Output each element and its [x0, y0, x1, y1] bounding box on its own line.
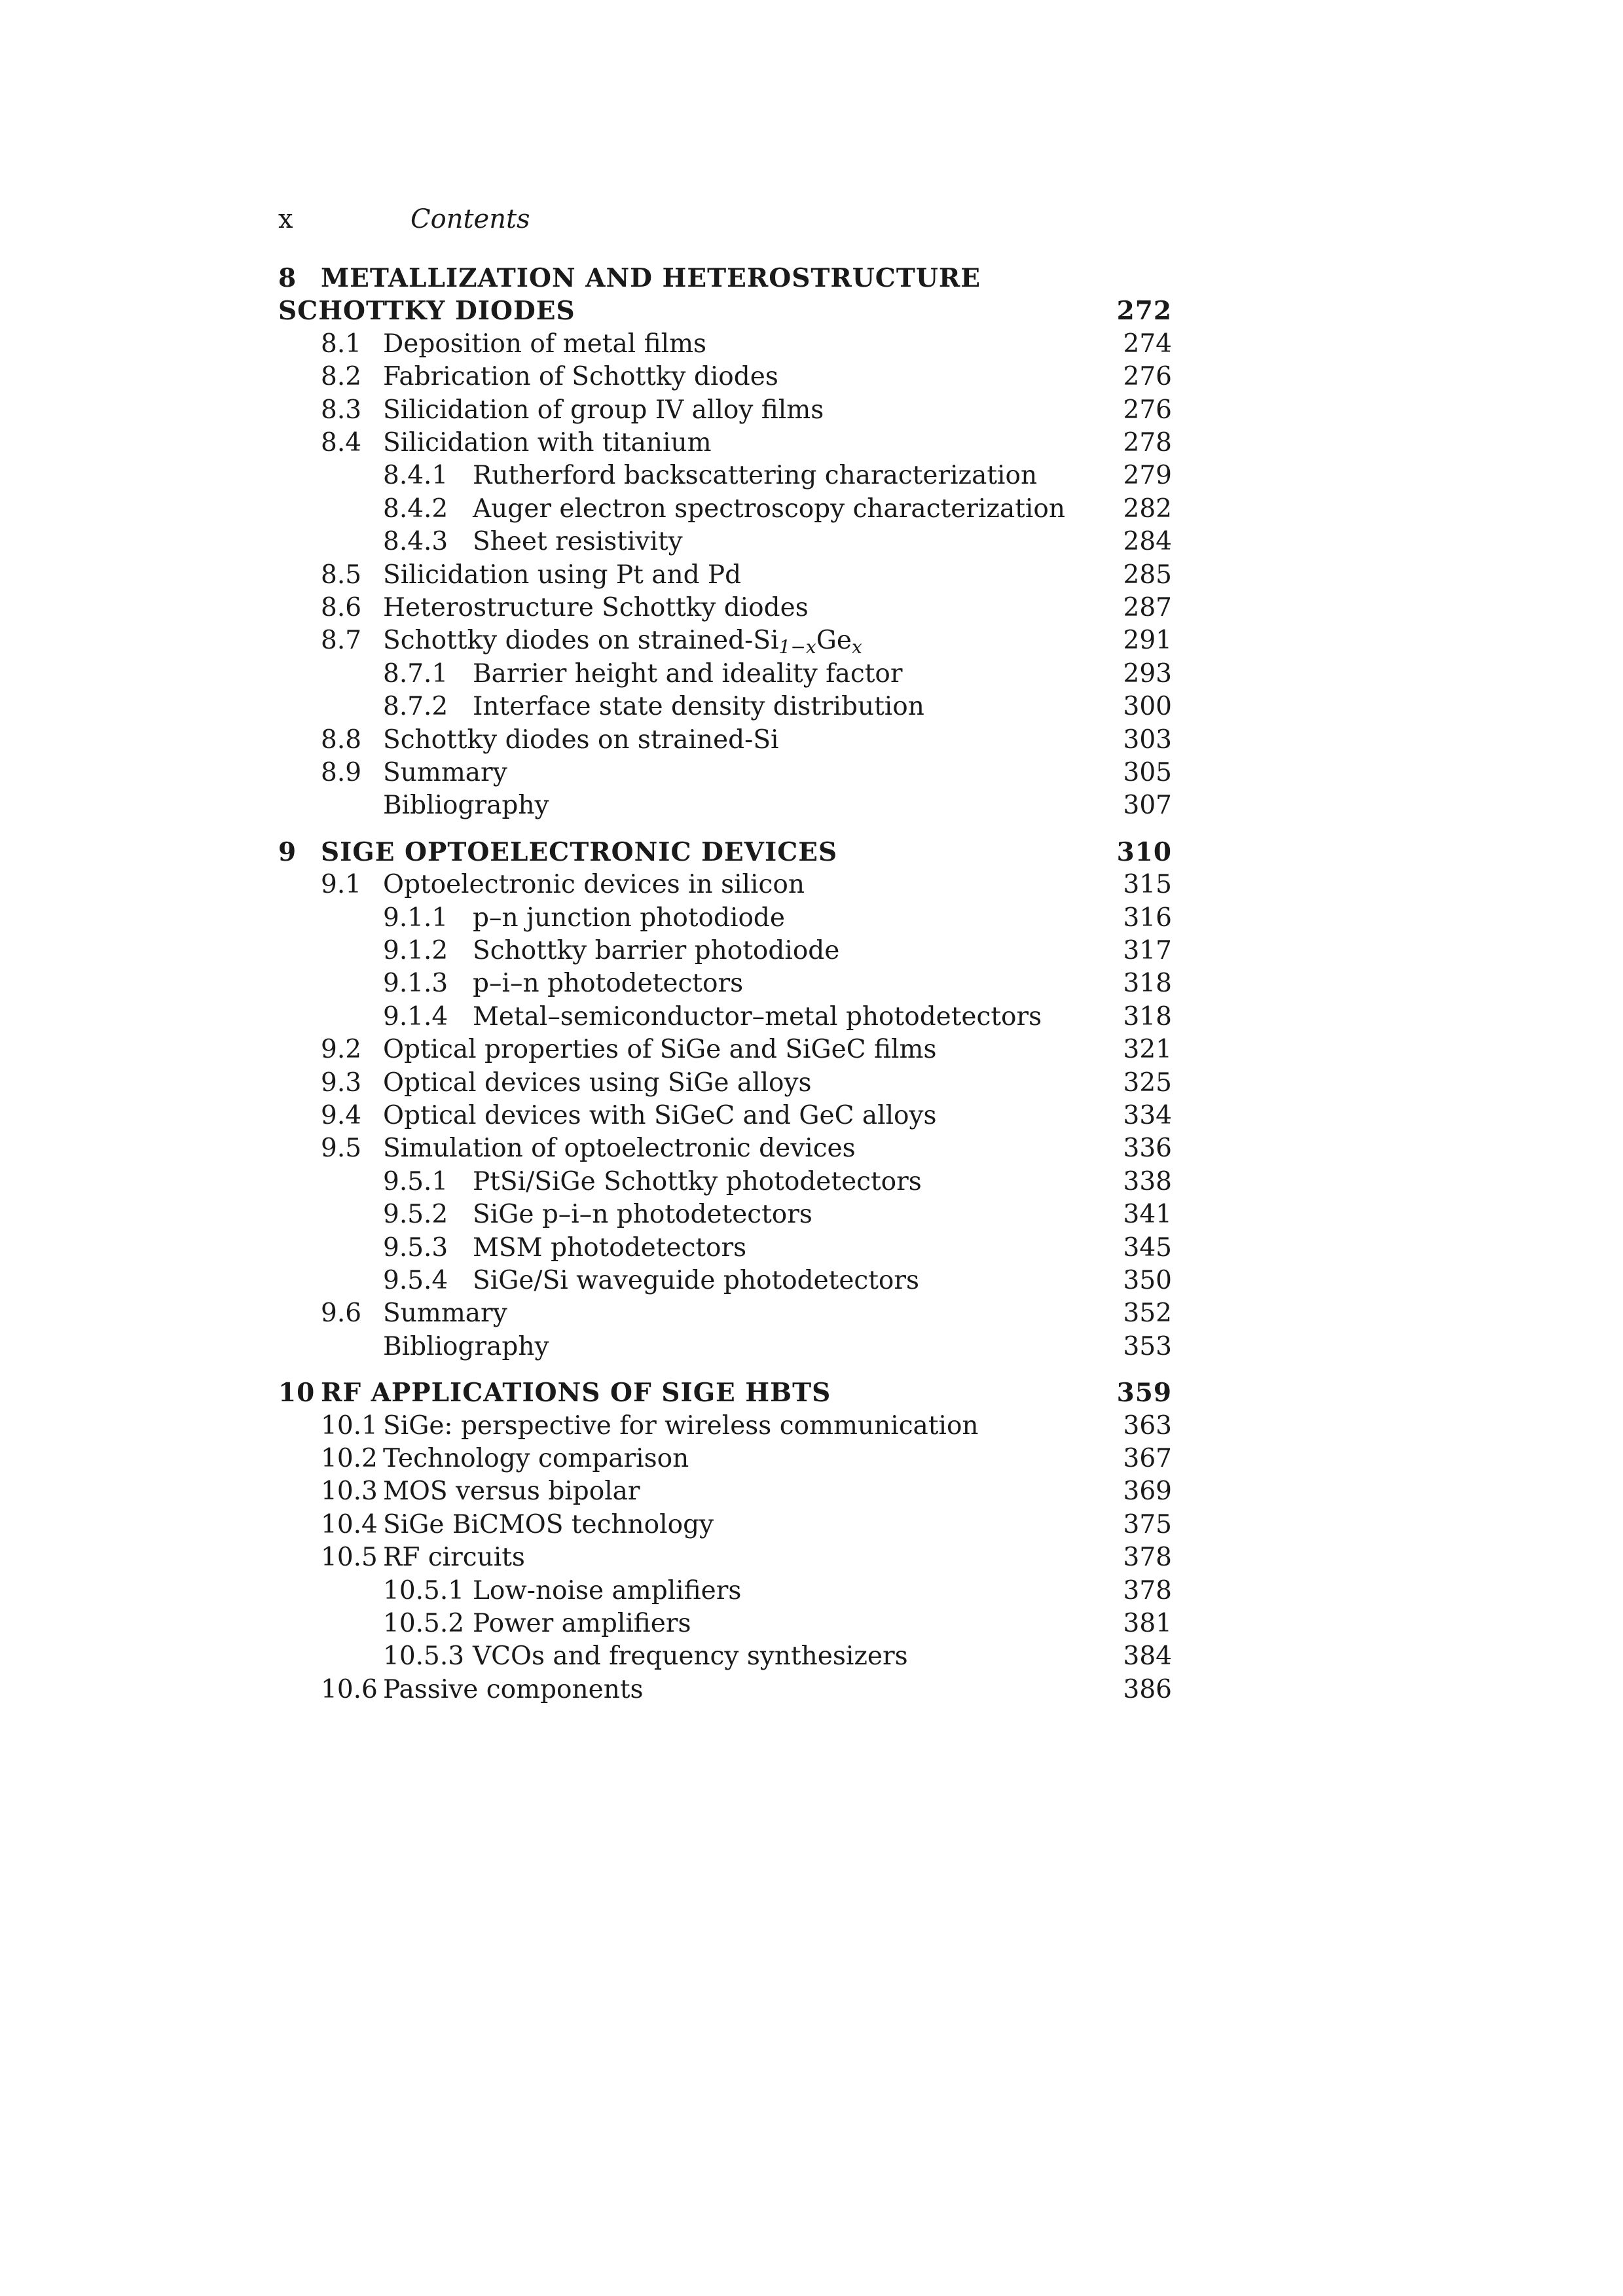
toc-entry-number: 9.1.3: [383, 969, 448, 999]
toc-entry-title-text: Fabrication of Schottky diodes: [383, 362, 778, 392]
toc-entry-page: 386: [1123, 1674, 1172, 1704]
toc-entry-page: 285: [1123, 560, 1172, 590]
toc-entry-number: 10.2: [321, 1444, 378, 1473]
toc-entry-page: 378: [1123, 1543, 1172, 1573]
toc-entry-title: [473, 1198, 812, 1231]
toc-entry-page: 291: [1123, 626, 1172, 656]
toc-entry-title-text: Summary: [383, 1299, 507, 1329]
running-title: Contents: [410, 204, 530, 234]
toc-entry[interactable]: [0, 967, 1623, 1000]
toc-entry-title-text: SiGe: perspective for wireless communication: [383, 1410, 979, 1441]
toc-entry-page: 307: [1123, 791, 1172, 821]
toc-entry-title-text: Optical devices with SiGeC and GeC alloys: [383, 1101, 937, 1130]
toc-entry-number: 10.3: [321, 1477, 378, 1507]
toc-entry-title: [383, 559, 741, 592]
page-number: x: [278, 204, 293, 234]
toc-entry-title-text: Deposition of metal films: [383, 329, 707, 359]
toc-entry-title: [383, 1475, 640, 1508]
toc-entry-title: [383, 1033, 936, 1066]
toc-entry-title: [473, 526, 683, 558]
toc-entry-page: 384: [1123, 1641, 1172, 1672]
toc-entry-number: 8: [278, 263, 297, 293]
toc-entry-number: 9.1.1: [383, 903, 448, 933]
toc-entry-number: 9.5: [321, 1134, 362, 1164]
toc-entry-title-text: Bibliography: [383, 1331, 549, 1361]
toc-entry[interactable]: [0, 1640, 1623, 1673]
toc-entry-number: 8.4.2: [383, 493, 448, 524]
toc-entry[interactable]: [0, 757, 1623, 789]
toc-entry-title-text: SCHOTTKY DIODES: [278, 296, 575, 327]
toc-entry[interactable]: [0, 869, 1623, 901]
toc-entry-page: 336: [1123, 1134, 1172, 1164]
toc-entry-page: 274: [1123, 329, 1172, 359]
toc-entry-number: 8.2: [321, 362, 362, 392]
toc-entry-page: 310: [1116, 836, 1172, 867]
toc-entry-number: 9.6: [321, 1299, 362, 1329]
toc-entry-title: [473, 1640, 908, 1673]
toc-entry-number: 9.2: [321, 1035, 362, 1065]
toc-entry-number: 8.4: [321, 428, 362, 457]
toc-entry[interactable]: [0, 1475, 1623, 1508]
toc-entry[interactable]: [0, 691, 1623, 723]
toc-entry-title: [473, 1607, 691, 1640]
toc-entry-title-text: Optical properties of SiGe and SiGeC films: [383, 1035, 937, 1065]
toc-entry[interactable]: [0, 459, 1623, 492]
toc-entry-page: 300: [1123, 692, 1172, 722]
toc-entry-title: [383, 1443, 689, 1475]
toc-entry-title-text: Low-noise amplifiers: [473, 1575, 742, 1605]
toc-entry-title: [383, 1331, 549, 1363]
toc-entry-number: 8.9: [321, 758, 362, 787]
toc-entry-title-text: Metal–semiconductor–metal photodetectors: [473, 1001, 1042, 1031]
toc-entry-number: 8.4.3: [383, 527, 448, 557]
toc-entry-number: 9.3: [321, 1067, 362, 1098]
toc-entry-title-text: PtSi/SiGe Schottky photodetectors: [473, 1166, 922, 1196]
toc-entry-page: 317: [1123, 936, 1172, 965]
toc-entry-number: 10.5.1: [383, 1575, 465, 1605]
toc-entry-title: [383, 757, 507, 789]
toc-entry-title: [383, 1541, 525, 1574]
toc-entry-title: [383, 1100, 937, 1132]
toc-entry[interactable]: [0, 1001, 1623, 1033]
toc-entry-page: 334: [1123, 1101, 1172, 1130]
toc-entry-number: 8.7.1: [383, 658, 448, 689]
toc-entry-number: 9.5.2: [383, 1200, 448, 1230]
toc-entry-title-text: VCOs and frequency synthesizers: [473, 1641, 908, 1672]
toc-entry-title: [383, 869, 805, 901]
toc-entry-title-text: Summary: [383, 758, 507, 787]
toc-entry-number: 10: [278, 1378, 316, 1408]
toc-entry-title: [321, 836, 837, 869]
toc-entry[interactable]: [0, 1067, 1623, 1100]
toc-entry[interactable]: [0, 1376, 1623, 1409]
toc-entry-number: 8.4.1: [383, 461, 448, 491]
toc-entry-number: 9.1.2: [383, 936, 448, 965]
toc-entry-number: 10.4: [321, 1509, 378, 1539]
title-subscript: 1−x: [778, 636, 816, 658]
toc-entry-title: [473, 902, 785, 935]
toc-entry[interactable]: [0, 1541, 1623, 1574]
toc-entry-title: [473, 1265, 919, 1297]
toc-entry-page: 293: [1123, 658, 1172, 689]
toc-entry-title-text: p–n junction photodiode: [473, 903, 785, 933]
toc-entry-title-text: Passive components: [383, 1674, 644, 1704]
toc-entry-page: 278: [1123, 428, 1172, 457]
toc-entry-number: 10.6: [321, 1674, 378, 1704]
toc-entry-title: [473, 691, 924, 723]
toc-entry[interactable]: [0, 328, 1623, 361]
toc-entry-number: 9.5.1: [383, 1166, 448, 1196]
toc-entry[interactable]: [0, 295, 1623, 327]
toc-entry-page: 341: [1123, 1200, 1172, 1230]
toc-entry-title-text: MOS versus bipolar: [383, 1477, 640, 1507]
toc-entry-title: [473, 1575, 741, 1607]
toc-entry-title-text: SiGe BiCMOS technology: [383, 1509, 714, 1539]
toc-entry-title: [473, 658, 903, 691]
toc-entry-title-text: SIGE OPTOELECTRONIC DEVICES: [321, 836, 838, 867]
toc-entry[interactable]: [0, 1410, 1623, 1443]
toc-entry-page: 282: [1123, 493, 1172, 524]
toc-entry-title: [473, 1166, 922, 1198]
toc-entry-title-text: Bibliography: [383, 791, 549, 821]
toc-entry-title: [321, 262, 981, 295]
toc-entry-number: 9.5.3: [383, 1232, 448, 1263]
toc-entry-title: [321, 1376, 831, 1409]
toc-entry-title-text: SiGe p–i–n photodetectors: [473, 1200, 812, 1230]
toc-entry-page: 338: [1123, 1166, 1172, 1196]
toc-entry[interactable]: [0, 724, 1623, 757]
toc-entry[interactable]: [0, 526, 1623, 558]
toc-entry-title: [383, 592, 809, 624]
toc-entry-number: 8.7.2: [383, 692, 448, 722]
toc-entry[interactable]: [0, 1509, 1623, 1541]
toc-entry-number: 9.1: [321, 870, 362, 900]
toc-entry-page: 350: [1123, 1266, 1172, 1295]
toc-entry-number: 8.7: [321, 626, 362, 656]
toc-entry[interactable]: [0, 836, 1623, 869]
toc-entry-title-text: Schottky diodes on strained-Si: [383, 725, 779, 755]
toc-entry[interactable]: [0, 902, 1623, 935]
toc-entry[interactable]: [0, 1033, 1623, 1066]
toc-entry-title: [383, 789, 549, 822]
toc-entry[interactable]: [0, 1297, 1623, 1330]
toc-entry-page: 276: [1123, 362, 1172, 392]
toc-entry-page: 315: [1123, 870, 1172, 900]
toc-entry-title: [278, 295, 575, 327]
toc-entry-page: 303: [1123, 725, 1172, 755]
toc-entry-page: 378: [1123, 1575, 1172, 1605]
toc-entry-number: 8.1: [321, 329, 362, 359]
toc-entry-page: 318: [1123, 969, 1172, 999]
toc-entry-title: [473, 935, 839, 967]
toc-entry[interactable]: [0, 1232, 1623, 1265]
toc-entry-page: 279: [1123, 461, 1172, 491]
toc-entry-title-text: Schottky diodes on strained-Si: [383, 626, 779, 656]
toc-entry-number: 10.5: [321, 1543, 378, 1573]
toc-entry-page: 284: [1123, 527, 1172, 557]
toc-entry[interactable]: [0, 658, 1623, 691]
toc-entry-page: 345: [1123, 1232, 1172, 1263]
toc-entry-number: 8.5: [321, 560, 362, 590]
toc-entry[interactable]: [0, 1166, 1623, 1198]
toc-entry-number: 8.8: [321, 725, 362, 755]
toc-entry-number: 9.1.4: [383, 1001, 448, 1031]
toc-entry-title: [383, 724, 779, 757]
toc-entry-title-text: SiGe/Si waveguide photodetectors: [473, 1266, 920, 1295]
toc-entry-title-text: Silicidation using Pt and Pd: [383, 560, 742, 590]
toc-entry-page: 352: [1123, 1299, 1172, 1329]
toc-entry-title: [383, 1410, 979, 1443]
toc-entry-page: 305: [1123, 758, 1172, 787]
toc-entry-title-text: RF APPLICATIONS OF SIGE HBTS: [321, 1378, 831, 1408]
toc-entry[interactable]: [0, 1674, 1623, 1706]
toc-entry-title: [383, 1132, 856, 1165]
title-subscript: x: [852, 636, 862, 658]
toc-entry-title-text: Auger electron spectroscopy characterization: [473, 493, 1065, 524]
toc-entry[interactable]: [0, 1443, 1623, 1475]
title-mid: Ge: [816, 626, 852, 656]
toc-entry-title: [383, 427, 712, 459]
toc-entry-title: [473, 493, 1065, 526]
toc-entry-page: 316: [1123, 903, 1172, 933]
toc-entry-page: 325: [1123, 1067, 1172, 1098]
toc-entry[interactable]: [0, 1607, 1623, 1640]
toc-entry-page: 363: [1123, 1410, 1172, 1441]
toc-entry-title-text: Technology comparison: [383, 1444, 689, 1473]
toc-entry-number: 8.3: [321, 395, 362, 425]
toc-entry-title-text: Heterostructure Schottky diodes: [383, 593, 809, 622]
toc-entry-page: 272: [1116, 296, 1172, 327]
toc-entry-title-text: Interface state density distribution: [473, 692, 924, 722]
toc-entry[interactable]: [0, 1331, 1623, 1363]
toc-entry-number: 10.5.3: [383, 1641, 465, 1672]
toc-entry-page: 287: [1123, 593, 1172, 622]
toc-entry-title: [383, 361, 778, 393]
toc-entry-title-text: p–i–n photodetectors: [473, 969, 744, 999]
toc-entry-title: [383, 1067, 812, 1100]
toc-entry-number: 9.4: [321, 1101, 362, 1130]
toc-entry-page: 276: [1123, 395, 1172, 425]
toc-entry-title-text: Silicidation with titanium: [383, 428, 712, 457]
toc-entry-title-text: Optoelectronic devices in silicon: [383, 870, 805, 900]
toc-entry-number: 8.6: [321, 593, 362, 622]
toc-entry-title-text: Silicidation of group IV alloy films: [383, 395, 824, 425]
toc-entry[interactable]: [0, 1100, 1623, 1132]
toc-entry[interactable]: [0, 592, 1623, 624]
toc-entry-title-text: Schottky barrier photodiode: [473, 936, 840, 965]
toc-entry[interactable]: [0, 493, 1623, 526]
toc-entry[interactable]: [0, 1132, 1623, 1165]
toc-entry-number: 10.1: [321, 1410, 378, 1441]
toc-entry-title-text: Simulation of optoelectronic devices: [383, 1134, 856, 1164]
toc-entry[interactable]: [0, 427, 1623, 459]
toc-entry-page: 367: [1123, 1444, 1172, 1473]
toc-entry-title: [383, 328, 706, 361]
toc-entry[interactable]: [0, 559, 1623, 592]
toc-entry[interactable]: [0, 935, 1623, 967]
toc-entry-title: [473, 967, 743, 1000]
toc-entry-page: 381: [1123, 1609, 1172, 1638]
toc-entry[interactable]: [0, 394, 1623, 427]
toc-entry-title-text: RF circuits: [383, 1543, 525, 1573]
toc-entry-title: [383, 1297, 507, 1330]
toc-entry-title: [383, 1674, 644, 1706]
toc-entry-title: [473, 1001, 1042, 1033]
toc-entry-title-text: Optical devices using SiGe alloys: [383, 1067, 812, 1098]
toc-entry-title-text: Rutherford backscattering characterization: [473, 461, 1038, 491]
toc-entry-number: 10.5.2: [383, 1609, 465, 1638]
toc-entry[interactable]: [0, 1198, 1623, 1231]
toc-entry[interactable]: [0, 624, 1623, 657]
toc-entry-page: 369: [1123, 1477, 1172, 1507]
toc-entry-page: 318: [1123, 1001, 1172, 1031]
toc-entry-title-text: MSM photodetectors: [473, 1232, 747, 1263]
toc-entry-page: 353: [1123, 1331, 1172, 1361]
toc-entry-title-text: Power amplifiers: [473, 1609, 691, 1638]
toc-entry[interactable]: [0, 262, 1623, 295]
toc-entry-title: [383, 394, 824, 427]
toc-entry-title-text: METALLIZATION AND HETEROSTRUCTURE: [321, 263, 981, 293]
toc-entry[interactable]: [0, 361, 1623, 393]
toc-entry-title-text: Sheet resistivity: [473, 527, 683, 557]
toc-entry-title: [383, 1509, 714, 1541]
toc-entry-number: 9: [278, 836, 297, 867]
toc-entry-page: 321: [1123, 1035, 1172, 1065]
toc-entry-title-text: Barrier height and ideality factor: [473, 658, 903, 689]
toc-entry-number: 9.5.4: [383, 1266, 448, 1295]
toc-entry-page: 375: [1123, 1509, 1172, 1539]
toc-entry[interactable]: [0, 1575, 1623, 1607]
toc-entry[interactable]: [0, 789, 1623, 822]
toc-entry-page: 359: [1116, 1378, 1172, 1408]
toc-entry[interactable]: [0, 1265, 1623, 1297]
toc-entry-title: [473, 1232, 746, 1265]
toc-entry-title: [473, 459, 1037, 492]
